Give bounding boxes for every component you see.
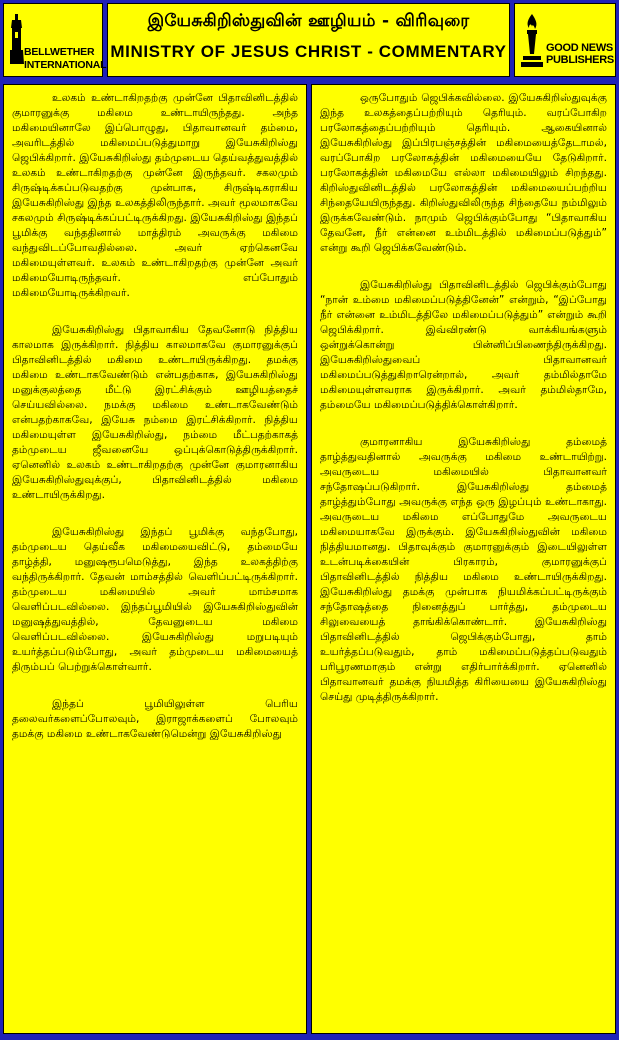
page-header xyxy=(0,0,619,80)
title-banner xyxy=(107,3,510,77)
right-paragraph-3: குமாரனாகிய இயேசுகிறிஸ்து தம்மைத் தாழ்த்துவதினால் அவருக்கு மகிமை உண்டாயிற்று. அவருடைய மகிமையில் பிதாவானவர் சந்தோஷப்படுகிறார். இயேசுகிறிஸ்து தம்மைத் தாழ்த்தும்போது அவருக்கு எந்த ஒரு இழப்பும் உண்டாகாது. அவருடைய மகிமை எப்போதுமே அவருடைய மகிமையாகவே இருக்கும். இயேசுகிறிஸ்துவின் மகிமை நித்தியமானது. பிதாவுக்கும் குமாரனுக்கும் இடையிலுள்ள உடன்படிக்கையின் பிரகாரம், குமாரனுக்குப் பிதாவினிடத்தில் நித்திய மகிமை உண்டாயிருக்கிறது. இயேசுகிறிஸ்து தமக்கு முன்பாக நியமிக்கப்பட்டிருக்கும் சந்தோஷத்தை நினைத்துப் பார்த்து, தம்முடைய சிலுவையைத் தாங்கிக்கொண்டார். இயேசுகிறிஸ்து பிதாவினிடத்தில் ஜெபிக்கும்போது, தாம் உயர்த்தப்படுவதும், தாம் மகிமைப்படுத்தப்படுவதும் பரிபூரணமாகும் என்று எதிர்பார்க்கிறார். ஏனெனில் பிதாவானவர் தமக்கு நியமித்த கிரியையை இயேசுகிறிஸ்து செய்து முடித்திருக்கிறார். xyxy=(320,436,607,703)
page-title-tamil: இயேசுகிறிஸ்துவின் ஊழியம் - விரிவுரை xyxy=(147,11,470,31)
good-news-publishers-logo xyxy=(514,3,616,77)
good-news-publishers-logo-text: GOOD NEWS PUBLISHERS xyxy=(546,42,614,66)
left-paragraph-1: உலகம் உண்டாகிறதற்கு முன்னே பிதாவினிடத்தில் குமாரனுக்கு மகிமை உண்டாயிருந்தது. அந்த மகிமையினாலே இப்பொழுது, பிதாவானவர் தம்மை, அவரிடத்தில் மகிமைப்படுத்துமாறு இயேசுகிறிஸ்து ஜெபிக்கிறார். இயேசுகிறிஸ்து தம்முடைய தெய்வத்துவத்தில் உலகம் உண்டாகிறதற்கு முன்னே இருந்தவர். சகலமும் சிருஷ்டிக்கப்படுவதற்கு முன்பாக, சிருஷ்டிகராகிய இயேசுகிறிஸ்து இந்த உலகத்திலிருந்தார். அவர் மூலமாகவே சகலமும் சிருஷ்டிக்கப்பட்டிருக்கிறது. இயேசுகிறிஸ்து இந்தப் பூமிக்கு வந்ததினால் மாத்திரம் அவருக்கு மகிமை வந்துவிடப்போவதில்லை. அவர் ஏற்கெனவே மகிமையுள்ளவர். உலகம் உண்டாகிறதற்கு முன்னே அவர் மகிமையோடிருந்தவர். எப்போதும் மகிமையோடிருக்கிறவர். xyxy=(12,92,298,299)
bellwether-logo-text: BELLWETHER INTERNATIONAL xyxy=(24,46,107,71)
right-paragraph-2: இயேசுகிறிஸ்து பிதாவினிடத்தில் ஜெபிக்கும்போது “நான் உம்மை மகிமைப்படுத்தினேன்” என்றும், “இப்போது நீர் என்னை உம்மிடத்திலே மகிமைப்படுத்தும்” என்றும் கூறி ஜெபிக்கிறார். இவ்விரண்டு வாக்கியங்களும் ஒன்றுக்கொன்று பின்னிப்பிணைந்திருக்கிறது. இயேசுகிறிஸ்துவைப் பிதாவானவர் மகிமைப்படுத்துகிறாரென்றால், அவர் தம்மில்தாமே மகிமையுள்ளவராக இருக்கிறார். அவர் தம்மில்தாமே, தம்மையே மகிமைப்படுத்திக்கொள்கிறார். xyxy=(320,279,607,411)
left-paragraph-2: இயேசுகிறிஸ்து பிதாவாகிய தேவனோடு நித்திய காலமாக இருக்கிறார். நித்திய காலமாகவே குமாரனுக்குப் பிதாவினிடத்தில் மகிமை உண்டாயிருக்கிறது. தமக்கு மகிமை உண்டாகவேண்டும் என்பதற்காக, இயேசுகிறிஸ்து மனுக்குலத்தை மீட்டு இரட்சிக்கும் ஊழியத்தைச் செய்யவில்லை. நமக்கு மகிமை உண்டாகவேண்டும் என்பதற்காகவே, இயேசு நம்மை இரட்சிக்கிறார். நித்திய மகிமையுள்ள இயேசுகிறிஸ்து, நம்மை மீட்பதற்காகத் தம்முடைய ஜீவனையே ஒப்புக்கொடுத்திருக்கிறார். ஏனெனில் உலகம் உண்டாகிறதற்கு முன்னே குமாரனாகிய இயேசுகிறிஸ்துவுக்குப், பிதாவினிடத்தில் மகிமை உண்டாயிருக்கிறது. xyxy=(12,324,298,501)
bell-tower-icon xyxy=(10,14,24,64)
torch-icon xyxy=(521,14,543,68)
bellwether-logo xyxy=(3,3,107,77)
right-column xyxy=(311,84,616,1034)
left-paragraph-4: இந்தப் பூமியிலுள்ள பெரிய தலைவர்களைப்போலவும், இராஜாக்களைப் போலவும் தமக்கு மகிமை உண்டாகவேண்டுமென்று இயேசுகிறிஸ்து xyxy=(12,698,298,740)
left-column xyxy=(3,84,307,1034)
left-paragraph-3: இயேசுகிறிஸ்து இந்தப் பூமிக்கு வந்தபோது, தம்முடைய தெய்வீக மகிமையைவிட்டு, தம்மையே தாழ்த்தி, மனுஷரூபமெடுத்து, இந்த உலகத்திற்கு வந்திருக்கிறார். தேவன் மாம்சத்தில் வெளிப்பட்டிருக்கிறார். தம்முடைய மகிமையில் அவர் மாம்சமாக வெளிப்படவில்லை. இந்தப்பூமியில் இயேசுகிறிஸ்துவின் மனுஷத்துவத்தில், தேவனுடைய மகிமை வெளிப்படவில்லை. இயேசுகிறிஸ்து மறுபடியும் உயர்த்தப்படும்போது, அவர் தம்முடைய மகிமையைத் திரும்பப் பெற்றுக்கொள்வார். xyxy=(12,526,298,673)
right-paragraph-1: ஒருபோதும் ஜெபிக்கவில்லை. இயேசுகிறிஸ்துவுக்கு இந்த உலகத்தைப்பற்றியும் தெரியும். வரப்போகிற பரலோகத்தைப்பற்றியும் தெரியும். ஆகையினால் இயேசுகிறிஸ்து இப்பிரபஞ்சத்தின் மகிமையைத்தேடாமல், வரப்போகிற பரலோகத்தின் மகிமையையே தேடுகிறார். பரலோகத்தின் மகிமையே எல்லா மகிமையிலும் சிறந்தது. கிறிஸ்துவினிடத்தில் பரலோகத்தின் மகிமையைப்பற்றிய சிந்தையேயிருந்தது. கிறிஸ்துவிலிருந்த சிந்தையே நம்மிலும் இருக்கவேண்டும். நாமும் ஜெபிக்கும்போது “பிதாவாகிய தேவனே, நீர் என்னை உம்மிடத்தில் மகிமைப்படுத்தும்” என்று கூறி ஜெபிக்கவேண்டும். xyxy=(320,92,607,254)
page-title-english: MINISTRY OF JESUS CHRIST - COMMENTARY xyxy=(110,42,507,61)
